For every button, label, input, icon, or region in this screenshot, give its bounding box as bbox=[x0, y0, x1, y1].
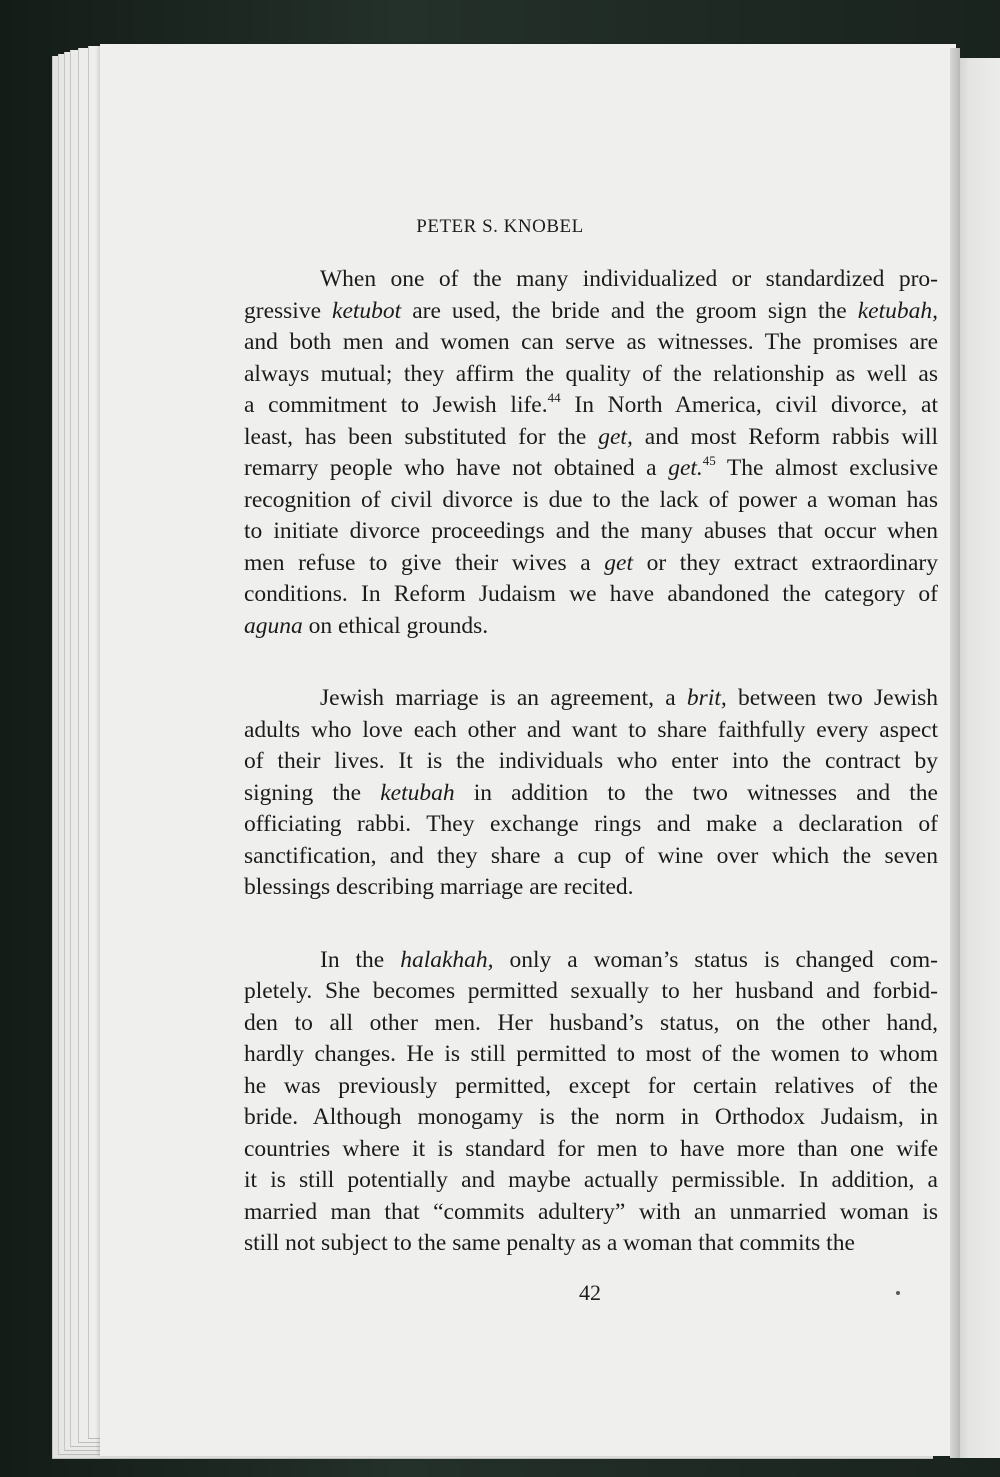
text-run: it is still potentially and maybe actually permissible. In addition, a bbox=[244, 1167, 938, 1193]
text-line bbox=[244, 579, 938, 611]
text-run: least, has been substituted for the bbox=[244, 423, 599, 450]
text-run: are used, the bride and the groom sign the bbox=[401, 297, 858, 324]
text-line bbox=[244, 683, 938, 715]
italic-term: brit, bbox=[686, 685, 727, 711]
text-run: between two Jewish bbox=[726, 685, 938, 711]
text-run: In the bbox=[320, 946, 401, 973]
text-line bbox=[244, 1134, 938, 1166]
text-run: he was previously permitted, except for certain relatives of the bbox=[244, 1072, 938, 1099]
text-run: The almost exclusive bbox=[715, 455, 938, 481]
text-run: In North America, civil divorce, at bbox=[560, 392, 939, 418]
text-run: still not subject to the same penalty as a woman that commits the bbox=[244, 1230, 855, 1256]
text-run: remarry people who have not obtained a bbox=[244, 455, 669, 481]
text-line bbox=[244, 1039, 938, 1071]
paragraph bbox=[244, 945, 938, 1260]
text-run: signing the bbox=[244, 779, 381, 806]
text-line bbox=[244, 809, 938, 841]
page-number: 42 bbox=[579, 1280, 601, 1305]
text-run: conditions. In Reform Judaism we have abandoned the category of bbox=[244, 581, 938, 607]
text-line bbox=[244, 390, 938, 422]
body-text bbox=[244, 264, 938, 1260]
text-line bbox=[244, 841, 938, 873]
text-run: gressive bbox=[244, 297, 333, 324]
italic-term: aguna bbox=[244, 612, 303, 639]
footnote-marker: 44 bbox=[547, 390, 561, 405]
text-line bbox=[244, 611, 938, 643]
text-run: in addition to the two witnesses and the bbox=[454, 779, 938, 806]
text-run: den to all other men. Her husband’s status, on the other hand, bbox=[244, 1009, 938, 1036]
italic-term: get. bbox=[668, 455, 703, 481]
text-line bbox=[244, 1102, 938, 1134]
text-line bbox=[244, 976, 938, 1008]
running-head: PETER S. KNOBEL bbox=[416, 216, 584, 237]
text-run: always mutual; they affirm the quality of the relationship as well as bbox=[244, 360, 938, 387]
text-run: hardly changes. He is still permitted to most of the women to whom bbox=[244, 1041, 938, 1067]
text-line bbox=[244, 778, 938, 810]
italic-term: get, bbox=[598, 423, 633, 450]
text-line bbox=[244, 485, 938, 517]
book-gutter bbox=[950, 48, 960, 1458]
text-line bbox=[244, 1008, 938, 1040]
text-line bbox=[244, 359, 938, 391]
text-run: countries where it is standard for men to have more than one wife bbox=[244, 1135, 938, 1162]
speck-mark bbox=[896, 1291, 900, 1295]
paragraph bbox=[244, 264, 938, 642]
text-line bbox=[244, 264, 938, 296]
text-run: on ethical grounds. bbox=[302, 612, 489, 639]
text-run: of their lives. It is the individuals who enter into the contract by bbox=[244, 748, 938, 774]
text-run: sanctification, and they share a cup of wine over which the seven bbox=[244, 842, 938, 869]
paragraph bbox=[244, 683, 938, 904]
text-run: pletely. She becomes permitted sexually to her husband and forbid- bbox=[244, 978, 938, 1004]
text-run: or they extract extraordinary bbox=[632, 549, 938, 576]
footnote-marker: 45 bbox=[702, 453, 716, 468]
text-run: to initiate divorce proceedings and the many abuses that occur when bbox=[244, 518, 938, 544]
text-line bbox=[244, 453, 938, 485]
text-line bbox=[244, 1228, 938, 1260]
text-run: officiating rabbi. They exchange rings and make a declaration of bbox=[244, 811, 938, 837]
facing-page-edge bbox=[956, 58, 1000, 1458]
italic-term: ketubot bbox=[332, 297, 402, 324]
text-line bbox=[244, 746, 938, 778]
text-run: bride. Although monogamy is the norm in Orthodox Judaism, in bbox=[244, 1104, 938, 1130]
text-line bbox=[244, 516, 938, 548]
text-run: blessings describing marriage are recited. bbox=[244, 874, 634, 900]
text-line bbox=[244, 715, 938, 747]
text-line bbox=[244, 327, 938, 359]
italic-term: ketubah, bbox=[857, 297, 938, 324]
text-run: men refuse to give their wives a bbox=[244, 549, 605, 576]
text-line bbox=[244, 548, 938, 580]
text-run: Jewish marriage is an agreement, a bbox=[320, 685, 687, 711]
text-line bbox=[244, 422, 938, 454]
italic-term: ketubah bbox=[380, 779, 455, 806]
text-run: only a woman’s status is changed com- bbox=[493, 946, 938, 973]
text-run: adults who love each other and want to share faithfully every aspect bbox=[244, 716, 938, 743]
text-line bbox=[244, 296, 938, 328]
text-line bbox=[244, 1165, 938, 1197]
text-run: and both men and women can serve as witnesses. The promises are bbox=[244, 329, 938, 355]
text-run: When one of the many individualized or standardized pro- bbox=[320, 266, 938, 292]
text-run: married man that “commits adultery” with an unmarried woman is bbox=[244, 1198, 938, 1225]
text-run: and most Reform rabbis will bbox=[632, 423, 938, 450]
text-run: a commitment to Jewish life. bbox=[244, 392, 548, 418]
text-line bbox=[244, 945, 938, 977]
italic-term: halakhah, bbox=[400, 946, 494, 973]
text-line bbox=[244, 1197, 938, 1229]
text-line bbox=[244, 872, 938, 904]
italic-term: get bbox=[604, 549, 633, 576]
text-run: recognition of civil divorce is due to the lack of power a woman has bbox=[244, 486, 938, 513]
text-line bbox=[244, 1071, 938, 1103]
